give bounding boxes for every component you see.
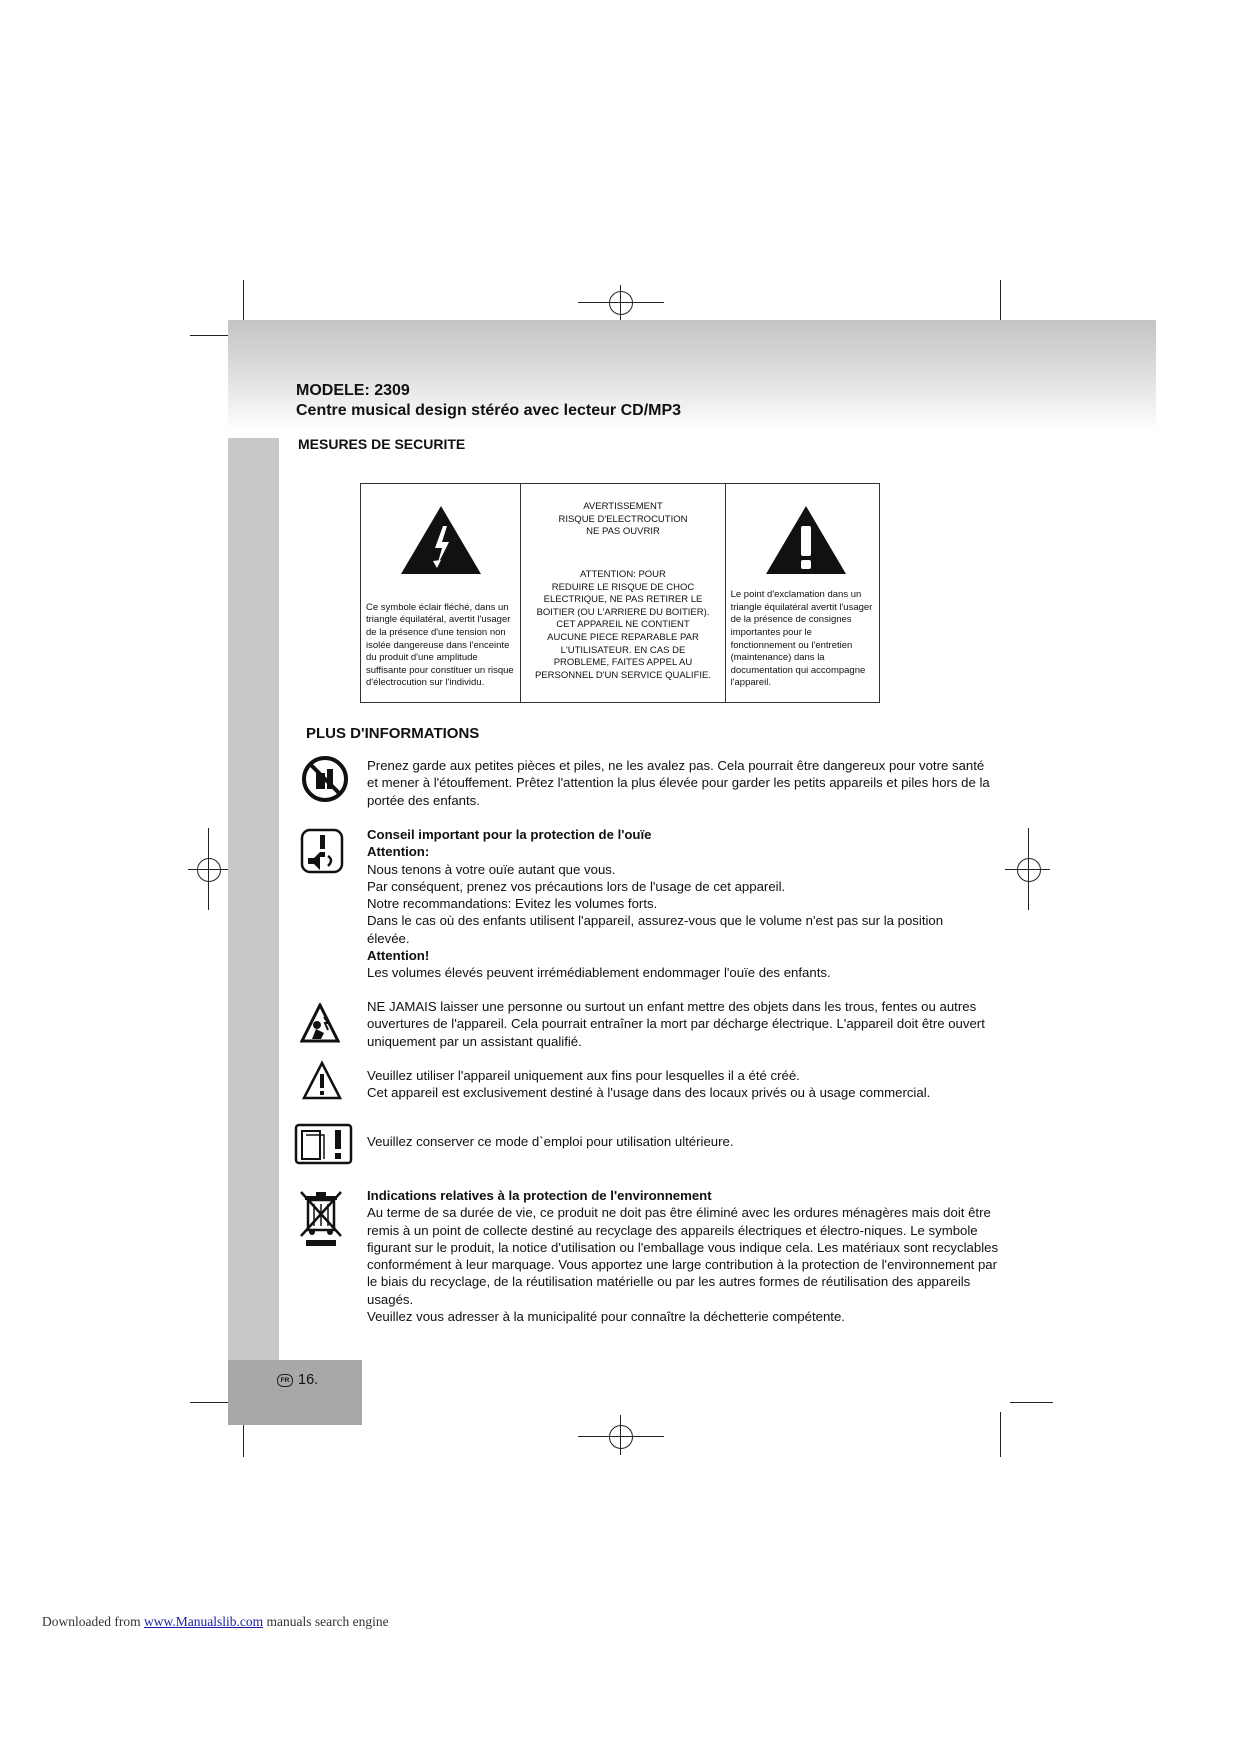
language-badge: FR	[277, 1374, 293, 1387]
warning-notice	[523, 501, 722, 539]
attention-line: REDUIRE LE RISQUE DE CHOC	[551, 581, 695, 593]
safety-heading: MESURES DE SECURITE	[298, 436, 466, 452]
attention-notice	[523, 569, 722, 682]
crop-mark	[243, 280, 244, 325]
crop-mark	[1010, 1402, 1053, 1403]
registration-mark	[1017, 858, 1041, 882]
exclamation-triangle-icon	[764, 504, 848, 576]
attention-line: AUCUNE PIECE REPARABLE PAR	[547, 631, 699, 643]
attention-line: PROBLEME, FAITES APPEL AU	[553, 657, 693, 669]
environment-title: Indications relatives à la protection de l'environnement	[367, 1188, 712, 1203]
crop-mark	[190, 335, 230, 336]
hearing-attention-label-2: Attention!	[367, 948, 430, 964]
registration-mark	[609, 291, 633, 315]
warning-col-center	[520, 484, 724, 702]
attention-line: ELECTRIQUE, NE PAS RETIRER LE	[543, 594, 703, 606]
manual-text: Veuillez conserver ce mode d`emploi pour utilisation ultérieure.	[367, 1134, 734, 1149]
lightning-triangle-icon	[399, 504, 483, 576]
model-title: MODELE: 2309	[296, 382, 410, 399]
safety-warning-table	[360, 483, 880, 703]
attention-line: BOITIER (OU L'ARRIERE DU BOITIER).	[536, 606, 710, 618]
download-footer	[42, 1614, 389, 1630]
usage-section	[367, 1067, 997, 1102]
electric-shock-child-icon	[300, 1003, 340, 1043]
no-small-parts-icon	[301, 755, 349, 803]
hearing-title: Conseil important pour la protection de l'ouïe	[367, 827, 652, 842]
left-sidebar-bar	[228, 438, 279, 1423]
never-text: NE JAMAIS laisser une personne ou surtout un enfant mettre des objets dans les trous, fentes ou autres ouvertures de l'appareil. Cela pourrait entraîner la mort par décharge électrique. L'appareil doit être ouvert uniquement par un assistant qualifié.	[367, 999, 985, 1049]
exclamation-description: Le point d'exclamation dans un triangle équilatéral avertit l'usager de la présence de consignes importantes pour le fonctionnement ou l'entretien (maintenance) dans la documentation qui accompagne l'appareil.	[730, 589, 873, 689]
hearing-warning-icon	[300, 828, 344, 874]
registration-mark	[197, 858, 221, 882]
warning-col-lightning	[361, 484, 520, 702]
attention-line: L'UTILISATEUR. EN CAS DE	[560, 644, 686, 656]
warning-line: NE PAS OUVRIR	[586, 526, 660, 538]
environment-last-line: Veuillez vous adresser à la municipalité pour connaître la déchetterie compétente.	[367, 1309, 845, 1325]
manualslib-link[interactable]: www.Manualslib.com	[143, 1614, 264, 1629]
product-title: Centre musical design stéréo avec lecteur CD/MP3	[296, 402, 682, 419]
hearing-section	[367, 826, 997, 982]
registration-mark	[609, 1425, 633, 1449]
warning-col-exclamation	[725, 484, 879, 702]
crop-mark	[1000, 280, 1001, 325]
page-number: 16.	[298, 1372, 319, 1388]
attention-line: CET APPAREIL NE CONTIENT	[556, 619, 690, 631]
hearing-line: Nous tenons à votre ouïe autant que vous.	[367, 861, 616, 877]
warning-line: RISQUE D'ELECTROCUTION	[558, 513, 688, 525]
manual-book-icon	[294, 1123, 354, 1165]
crop-mark	[1000, 1412, 1001, 1457]
hearing-line: Par conséquent, prenez vos précautions lors de l'usage de cet appareil.	[367, 878, 786, 894]
hearing-attention-label: Attention:	[367, 844, 430, 860]
crop-mark	[190, 1402, 230, 1403]
warning-line: AVERTISSEMENT	[583, 501, 663, 512]
footer-prefix: Downloaded from	[42, 1614, 141, 1629]
usage-line: Veuillez utiliser l'appareil uniquement aux fins pour lesquelles il a été créé.	[367, 1068, 800, 1083]
hearing-last-line: Les volumes élevés peuvent irrémédiablement endommager l'ouïe des enfants.	[367, 965, 831, 981]
weee-bin-icon	[298, 1190, 344, 1248]
caution-triangle-icon	[302, 1060, 342, 1102]
environment-text: Au terme de sa durée de vie, ce produit ne doit pas être éliminé avec les ordures ménagères mais doit être remis à un point de collecte destiné au recyclage des appareils électriques et électro-niques. Le symbole figurant sur le produit, la notice d'utilisation ou l'emballage vous indique cela. Les matériaux sont recyclables conformément à leur marquage. Vous apportez une large contribution à la protection de l'environnement par le biais du recyclage, de la réutilisation matérielle ou par les autres formes de réutilisation des appareils usagés.	[367, 1205, 999, 1307]
attention-line: PERSONNEL D'UN SERVICE QUALIFIE.	[534, 669, 711, 681]
lightning-description: Ce symbole éclair fléché, dans un triangle équilatéral, avertit l'usager de la présence d'une tension non isolée dangereuse dans l'enceinte du produit d'une amplitude suffisante pour constituer un risque d'électrocution sur l'individu.	[366, 601, 514, 689]
hearing-line: Notre recommandations: Evitez les volumes forts.	[367, 896, 658, 912]
page-number-box	[228, 1360, 362, 1425]
footer-suffix: manuals search engine	[266, 1614, 389, 1629]
attention-line: ATTENTION: POUR	[580, 569, 666, 580]
environment-section	[367, 1187, 1001, 1325]
hearing-line: Dans le cas où des enfants utilisent l'appareil, assurez-vous que le volume n'est pas sur la position élevée.	[367, 913, 944, 946]
small-parts-text: Prenez garde aux petites pièces et piles, ne les avalez pas. Cela pourrait être dangereux pour votre santé et mener à l'étouffement. Prêtez l'attention la plus élevée pour garder les petits appareils et piles hors de la portée des enfants.	[367, 758, 990, 808]
usage-line: Cet appareil est exclusivement destiné à l'usage dans des locaux privés ou à usage commercial.	[367, 1085, 931, 1101]
info-heading: PLUS D'INFORMATIONS	[306, 725, 480, 742]
